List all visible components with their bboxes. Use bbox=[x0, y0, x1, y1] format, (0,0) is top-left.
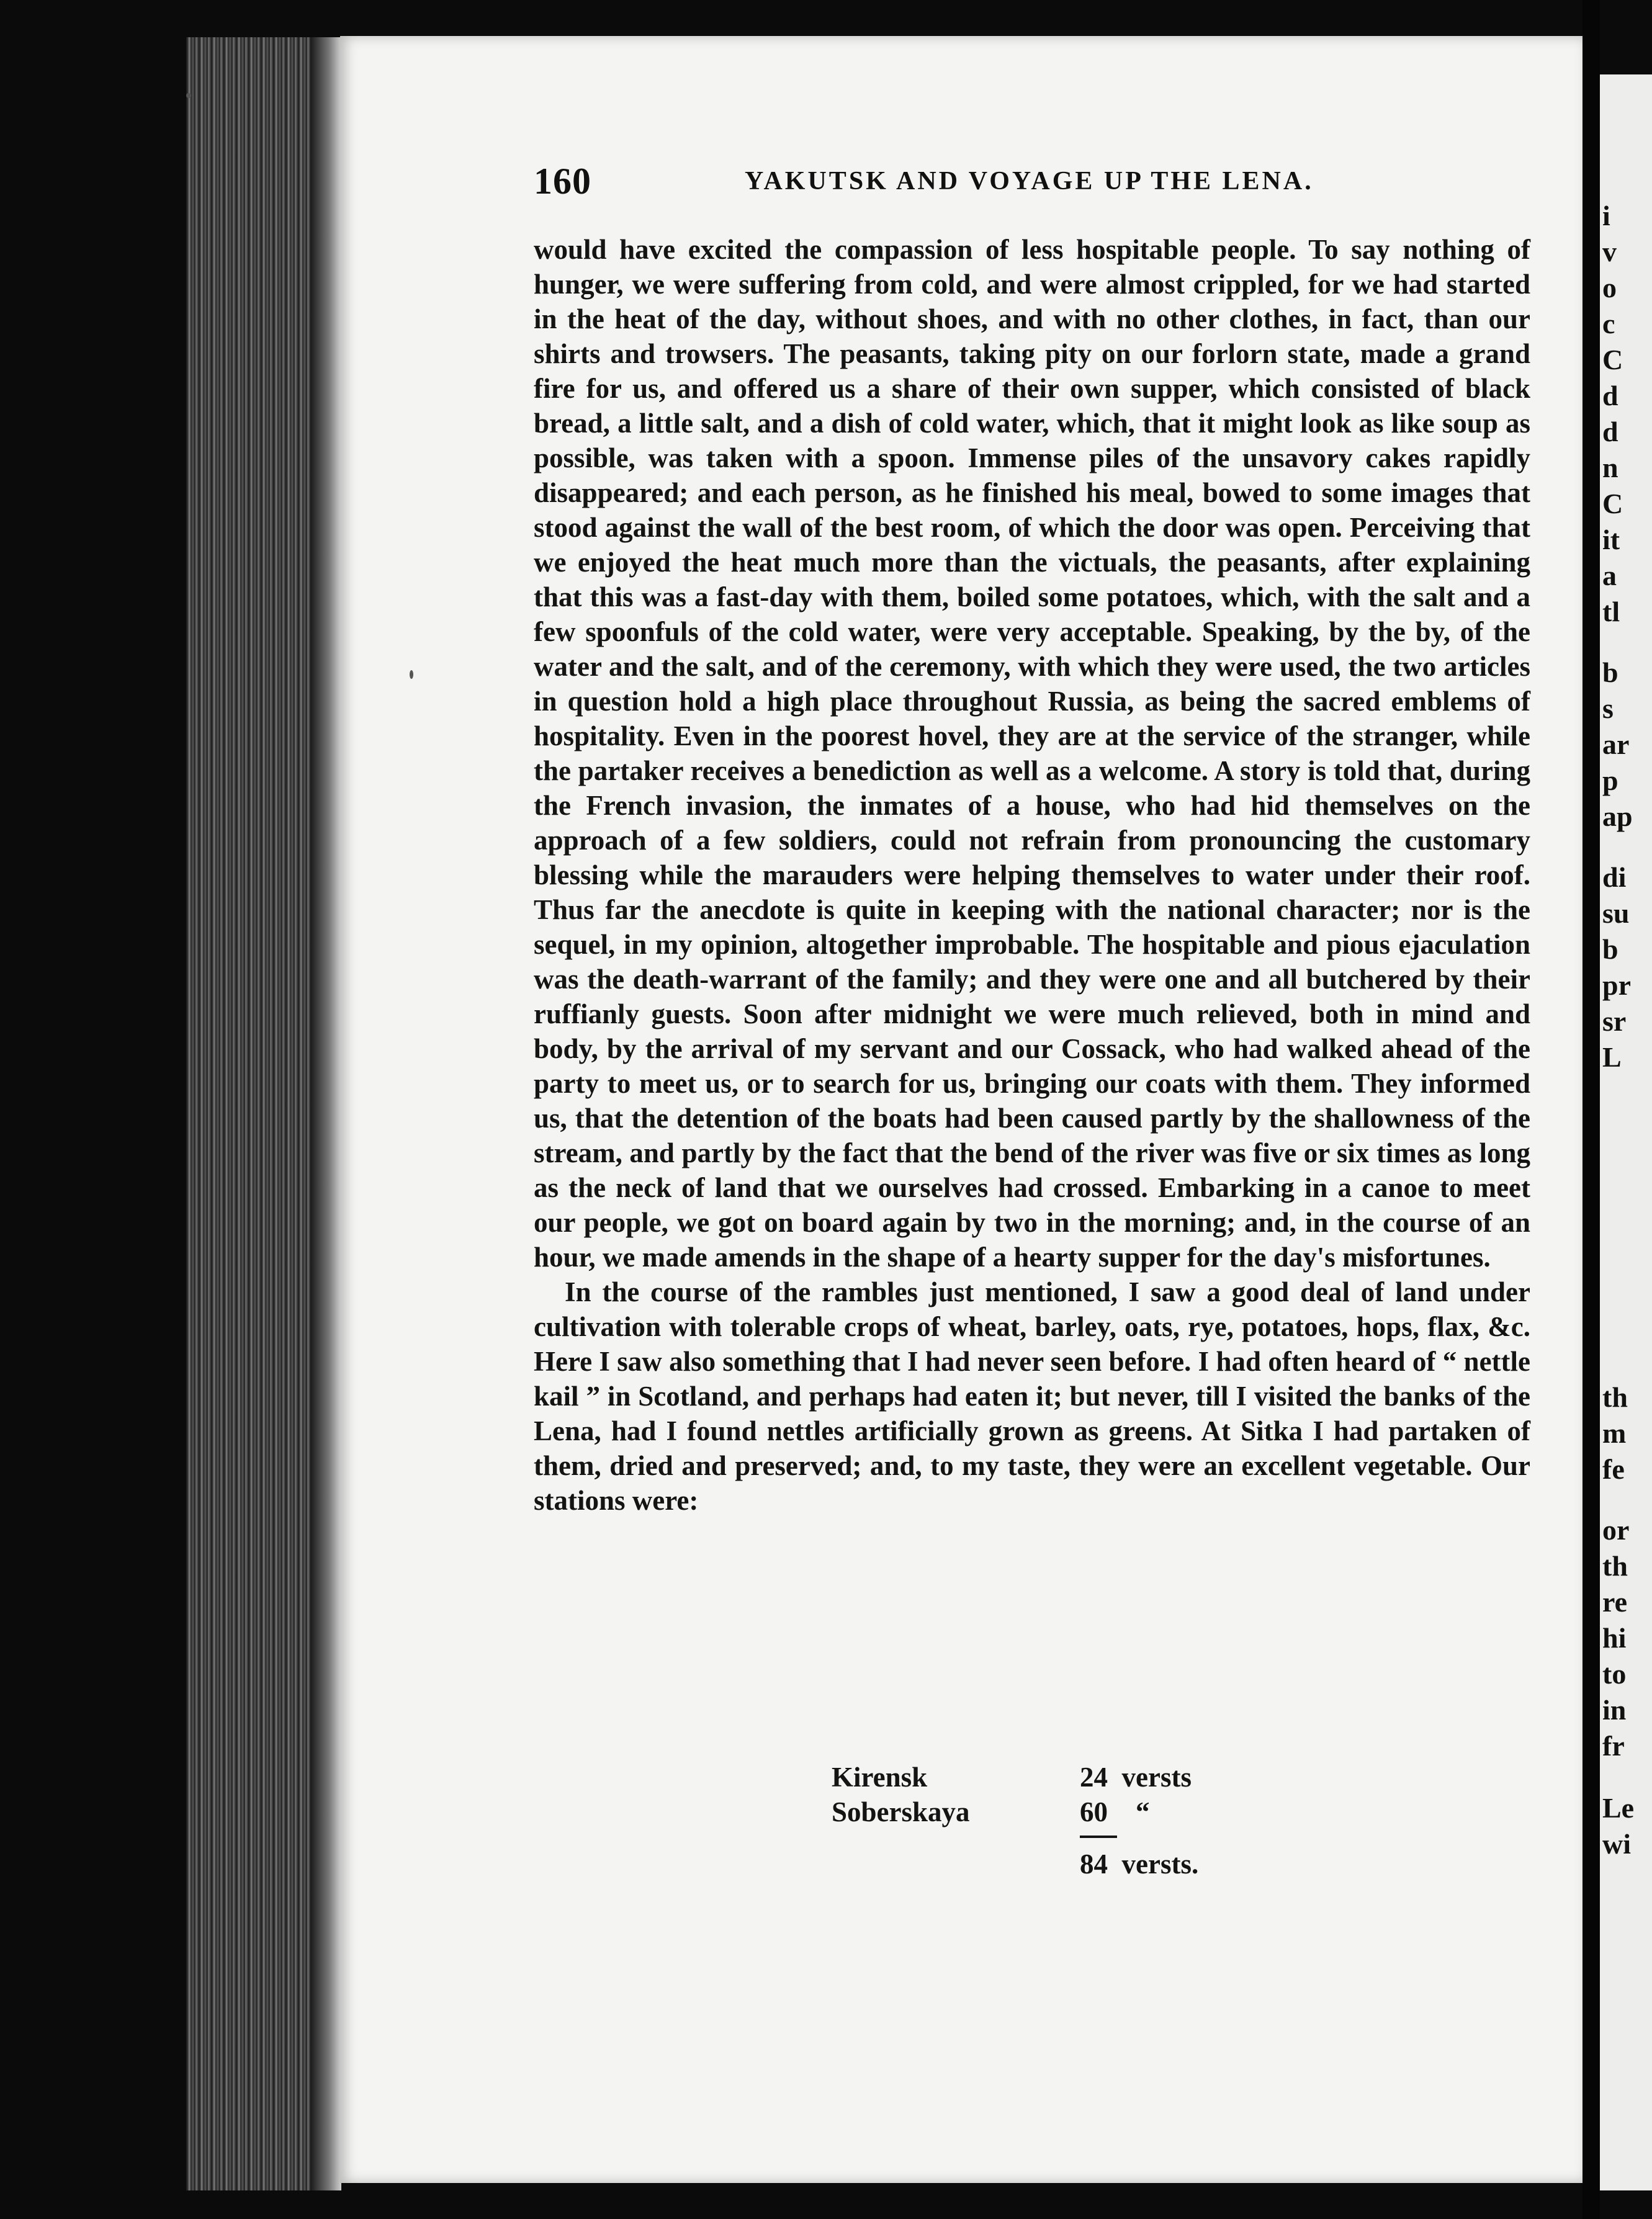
facing-page-fragment: C bbox=[1602, 344, 1623, 375]
running-head: YAKUTSK AND VOYAGE UP THE LENA. bbox=[745, 167, 1314, 195]
facing-page-fragment: s bbox=[1602, 693, 1614, 724]
facing-page-fragment: i bbox=[1602, 200, 1610, 231]
facing-page-fragment: pr bbox=[1602, 969, 1631, 1001]
facing-page-fragment: tl bbox=[1602, 596, 1620, 627]
gutter-shadow bbox=[310, 37, 341, 2190]
facing-page-fragment: re bbox=[1602, 1586, 1628, 1618]
page-header bbox=[534, 160, 1340, 200]
facing-page bbox=[1600, 74, 1652, 2190]
facing-page-fragment: d bbox=[1602, 416, 1618, 447]
page-edge-shadow bbox=[1582, 0, 1600, 2219]
facing-page-fragment: o bbox=[1602, 272, 1617, 303]
facing-page-fragment: m bbox=[1602, 1417, 1627, 1449]
facing-page-fragment: in bbox=[1602, 1694, 1627, 1726]
facing-page-fragment: d bbox=[1602, 380, 1618, 411]
facing-page-fragment: ar bbox=[1602, 728, 1630, 760]
scan-speck bbox=[410, 670, 413, 679]
facing-page-fragment: C bbox=[1602, 488, 1623, 519]
facing-page-fragment: su bbox=[1602, 897, 1630, 929]
paragraph: In the course of the rambles just mentioned, I saw a good deal of land under cultivation with tolerable crops of wheat, barley, oats, rye, potatoes, hops, flax, &c. Here I saw also something that I had never seen before. I had often heard of “ nettle kail ” in Scotland, and perhaps had eaten it; but never, till I visited the banks of the Lena, had I found nettles artificially grown as greens. At Sitka I had partaken of them, dried and preserved; and, to my taste, they were an excellent vegetable. Our stations were: bbox=[534, 1276, 1530, 1516]
facing-page-fragment: ap bbox=[1602, 800, 1633, 832]
facing-page-fragment: to bbox=[1602, 1658, 1627, 1690]
facing-page-fragment: Le bbox=[1602, 1792, 1635, 1824]
facing-page-fragment: wi bbox=[1602, 1828, 1631, 1860]
facing-page-fragment: fe bbox=[1602, 1453, 1625, 1485]
facing-page-fragment: n bbox=[1602, 452, 1618, 483]
facing-page-fragment: or bbox=[1602, 1514, 1630, 1546]
facing-page-fragment: hi bbox=[1602, 1622, 1627, 1654]
page-number: 160 bbox=[534, 161, 591, 202]
facing-page-fragment: L bbox=[1602, 1041, 1622, 1073]
station-row bbox=[832, 1760, 1266, 1795]
body-text bbox=[534, 232, 1530, 1518]
facing-page-fragment: sr bbox=[1602, 1005, 1627, 1037]
facing-page-fragment: di bbox=[1602, 861, 1627, 893]
station-name: Kirensk bbox=[832, 1762, 928, 1793]
facing-page-fragment: it bbox=[1602, 524, 1620, 555]
facing-page-fragment: v bbox=[1602, 236, 1617, 267]
facing-page-fragment: fr bbox=[1602, 1730, 1625, 1762]
station-distance: 24 versts bbox=[1080, 1762, 1192, 1793]
facing-page-fragment: b bbox=[1602, 657, 1618, 688]
facing-page-fragment: th bbox=[1602, 1550, 1628, 1582]
station-name: Soberskaya bbox=[832, 1796, 970, 1827]
stations-table bbox=[832, 1760, 1266, 1880]
facing-page-fragment: c bbox=[1602, 308, 1615, 339]
paragraph: would have excited the compassion of less hospitable people. To say nothing of hunger, we were suffering from cold, and were almost crippled, for we had started in the heat of the day, without shoes, and with no other clothes, in fact, than our shirts and trowsers. The peasants, taking pity on our forlorn state, made a grand fire for us, and offered us a share of their own supper, which consisted of black bread, a little salt, and a dish of cold water, which, that it might look as like soup as possible, was taken with a spoon. Immense piles of the unsavory cakes rapidly disappeared; and each person, as he finished his meal, bowed to some images that stood against the wall of the best room, of which the door was open. Perceiving that we enjoyed the heat much more than the victuals, the peasants, after explaining that this was a fast-day with them, boiled some potatoes, which, with the salt and a few spoonfuls of the cold water, were very acceptable. Speaking, by the by, of the water and the salt, and of the ceremony, with which they were used, the two articles in question hold a high place throughout Russia, as being the sacred emblems of hospitality. Even in the poorest hovel, they are at the service of the stranger, while the partaker receives a benediction as well as a welcome. A story is told that, during the French invasion, the inmates of a house, who had hid themselves on the approach of a few soldiers, could not refrain from pronouncing the customary blessing while the marauders were helping themselves to water under their roof. Thus far the anecdote is quite in keeping with the national character; nor is the sequel, in my opinion, altogether improbable. The hospitable and pious ejaculation was the death-warrant of the family; and they were one and all butchered by their ruffianly guests. Soon after midnight we were much relieved, both in mind and body, by the arrival of my servant and our Cossack, who had walked ahead of the party to meet us, or to search for us, bringing our coats with them. They informed us, that the detention of the boats had been caused partly by the shallowness of the stream, and partly by the fact that the bend of the river was five or six times as long as the neck of land that we ourselves had crossed. Embarking in a canoe to meet our people, we got on board again by two in the morning; and, in the course of an hour, we made amends in the shape of a hearty supper for the day's misfortunes. bbox=[534, 234, 1530, 1273]
facing-page-fragment: p bbox=[1602, 764, 1618, 796]
station-distance: 60 “ bbox=[1080, 1796, 1150, 1827]
sum-rule bbox=[1080, 1836, 1117, 1838]
facing-page-fragment: th bbox=[1602, 1381, 1628, 1413]
stations-total: 84 versts. bbox=[1080, 1849, 1199, 1880]
station-row bbox=[832, 1795, 1266, 1829]
facing-page-fragment: b bbox=[1602, 933, 1618, 965]
facing-page-fragment: a bbox=[1602, 560, 1617, 591]
scan-speck bbox=[186, 93, 191, 98]
